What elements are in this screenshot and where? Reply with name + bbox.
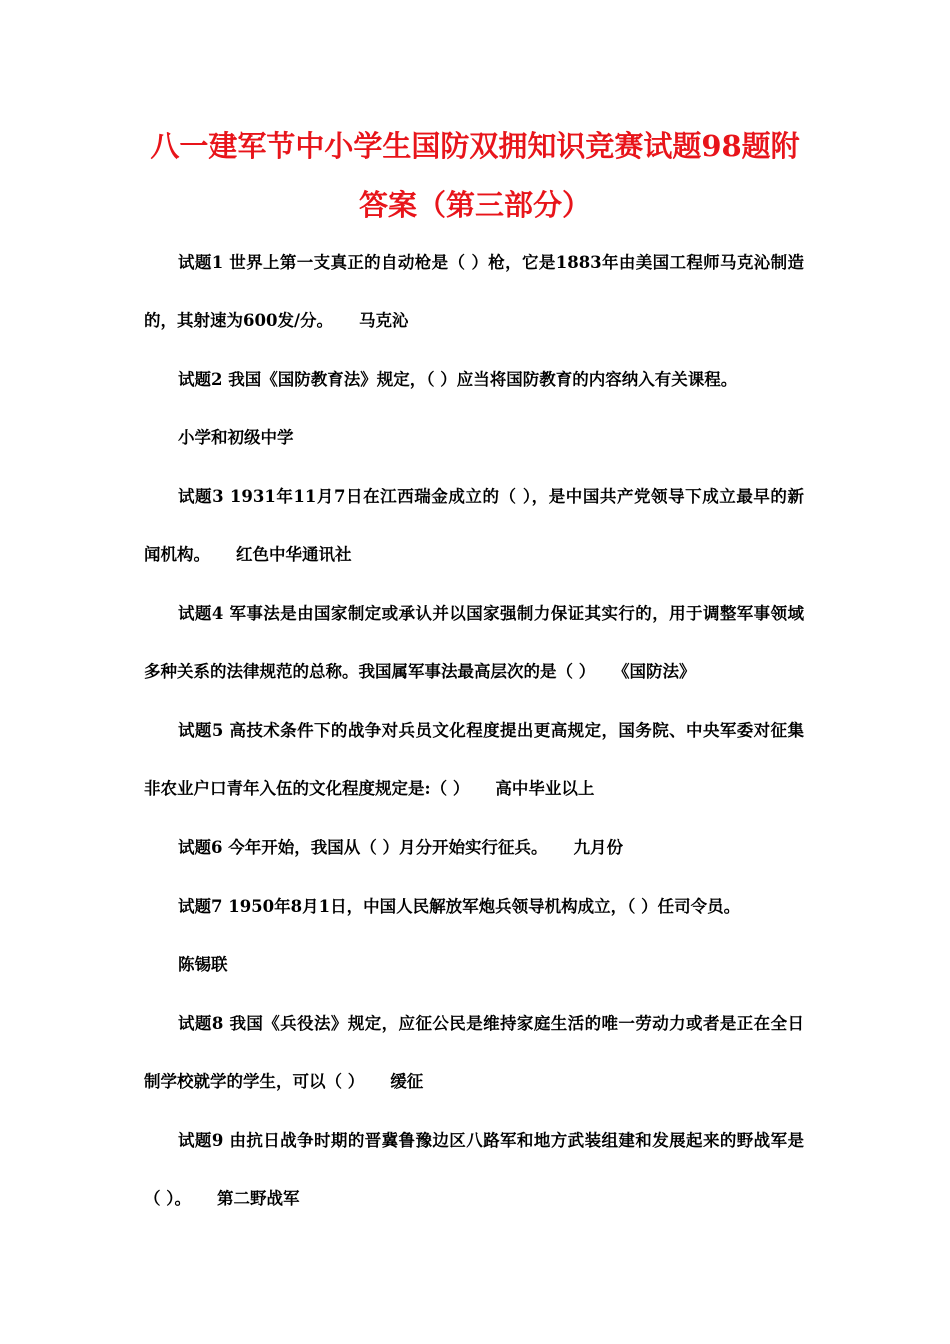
question-9-answer: 第二野战军 — [217, 1189, 300, 1208]
question-3-continuation — [144, 544, 352, 566]
document-title-line-1: 八一建军节中小学生国防双拥知识竞赛试题98题附 — [150, 129, 800, 163]
question-5-text: 试题5 高技术条件下的战争对兵员文化程度提出更高规定，国务院、中央军委对征集 — [178, 721, 804, 740]
question-8-answer: 缓征 — [390, 1072, 424, 1091]
question-4-continuation — [144, 661, 696, 683]
question-4-text: 试题4 军事法是由国家制定或承认并以国家强制力保证其实行的，用于调整军事领域 — [178, 604, 804, 623]
question-3-text-end: 闻机构。 — [144, 545, 210, 564]
question-9-continuation — [144, 1188, 300, 1210]
question-7-answer: 陈锡联 — [178, 955, 228, 974]
question-5-text-end: 非农业户口青年入伍的文化程度规定是:（ ） — [144, 779, 470, 798]
question-4-answer: 《国防法》 — [621, 662, 696, 681]
question-8-text-end: 制学校就学的学生，可以（ ） — [144, 1072, 365, 1091]
question-1-text: 试题1 世界上第一支真正的自动枪是（ ）枪，它是1883年由美国工程师马克沁制造 — [178, 253, 804, 272]
question-9-text-end: （ ）。 — [144, 1189, 191, 1208]
question-1-answer: 马克沁 — [358, 311, 409, 330]
question-3-answer: 红色中华通讯社 — [236, 545, 352, 564]
question-4-text-end: 多种关系的法律规范的总称。我国属军事法最高层次的是（ ） — [144, 662, 596, 681]
question-2-answer: 小学和初级中学 — [178, 428, 294, 447]
question-1-continuation — [144, 310, 408, 332]
question-9-text: 试题9 由抗日战争时期的晋冀鲁豫边区八路军和地方武装组建和发展起来的野战军是 — [178, 1131, 804, 1150]
question-6-answer: 九月份 — [573, 838, 623, 857]
question-8-continuation — [144, 1071, 423, 1093]
question-6-text: 试题6 今年开始，我国从（ ）月分开始实行征兵。 — [178, 838, 548, 857]
question-5-answer: 高中毕业以上 — [495, 779, 595, 798]
question-3-text: 试题3 1931年11月7日在江西瑞金成立的（ ），是中国共产党领导下成立最早的新 — [178, 487, 804, 506]
question-8-text: 试题8 我国《兵役法》规定，应征公民是维持家庭生活的唯一劳动力或者是正在全日 — [178, 1014, 804, 1033]
question-2-text: 试题2 我国《国防教育法》规定，（ ）应当将国防教育的内容纳入有关课程。 — [178, 370, 738, 389]
question-7-text: 试题7 1950年8月1日，中国人民解放军炮兵领导机构成立，（ ）任司令员。 — [178, 897, 741, 916]
question-6-line — [178, 837, 623, 859]
question-5-continuation — [144, 778, 594, 800]
question-1-text-end: 的，其射速为600发/分。 — [144, 311, 333, 330]
document-title-line-2: 答案（第三部分） — [358, 188, 591, 222]
